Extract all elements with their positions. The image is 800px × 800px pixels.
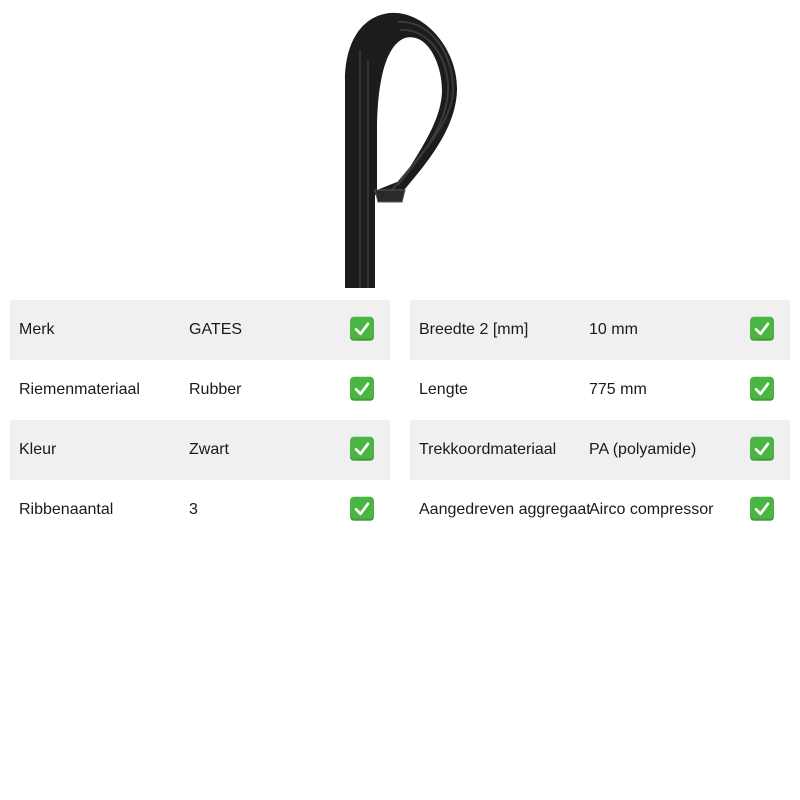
- spec-value: 3: [189, 501, 198, 518]
- spec-table-left: [10, 300, 390, 540]
- poly-v-belt-image: [330, 10, 470, 288]
- check-icon: [750, 317, 774, 341]
- check-icon: [350, 497, 374, 521]
- spec-label: Trekkoordmateriaal: [419, 441, 557, 458]
- product-image: [330, 10, 470, 288]
- spec-value: GATES: [189, 321, 243, 338]
- spec-row: [10, 480, 390, 540]
- spec-label: Breedte 2 [mm]: [419, 321, 529, 338]
- spec-row: [10, 360, 390, 420]
- spec-label: Lengte: [419, 381, 468, 398]
- check-icon: [750, 377, 774, 401]
- spec-value: Zwart: [189, 441, 229, 458]
- spec-label: Ribbenaantal: [19, 501, 114, 518]
- spec-value: 775 mm: [589, 381, 647, 398]
- spec-row: [410, 420, 790, 480]
- spec-table-right: [410, 300, 790, 540]
- spec-row: [410, 360, 790, 420]
- spec-label: Aangedreven aggregaat: [419, 501, 591, 518]
- check-icon: [750, 497, 774, 521]
- spec-label: Merk: [19, 321, 55, 338]
- spec-row: [410, 480, 790, 540]
- spec-row: [410, 300, 790, 360]
- spec-row: [10, 420, 390, 480]
- spec-value: Airco compressor: [589, 501, 714, 518]
- spec-value: Rubber: [189, 381, 242, 398]
- check-icon: [350, 377, 374, 401]
- spec-row: [10, 300, 390, 360]
- spec-value: PA (polyamide): [589, 441, 697, 458]
- check-icon: [750, 437, 774, 461]
- check-icon: [350, 437, 374, 461]
- spec-label: Kleur: [19, 441, 57, 458]
- check-icon: [350, 317, 374, 341]
- spec-value: 10 mm: [589, 321, 638, 338]
- spec-label: Riemenmateriaal: [19, 381, 140, 398]
